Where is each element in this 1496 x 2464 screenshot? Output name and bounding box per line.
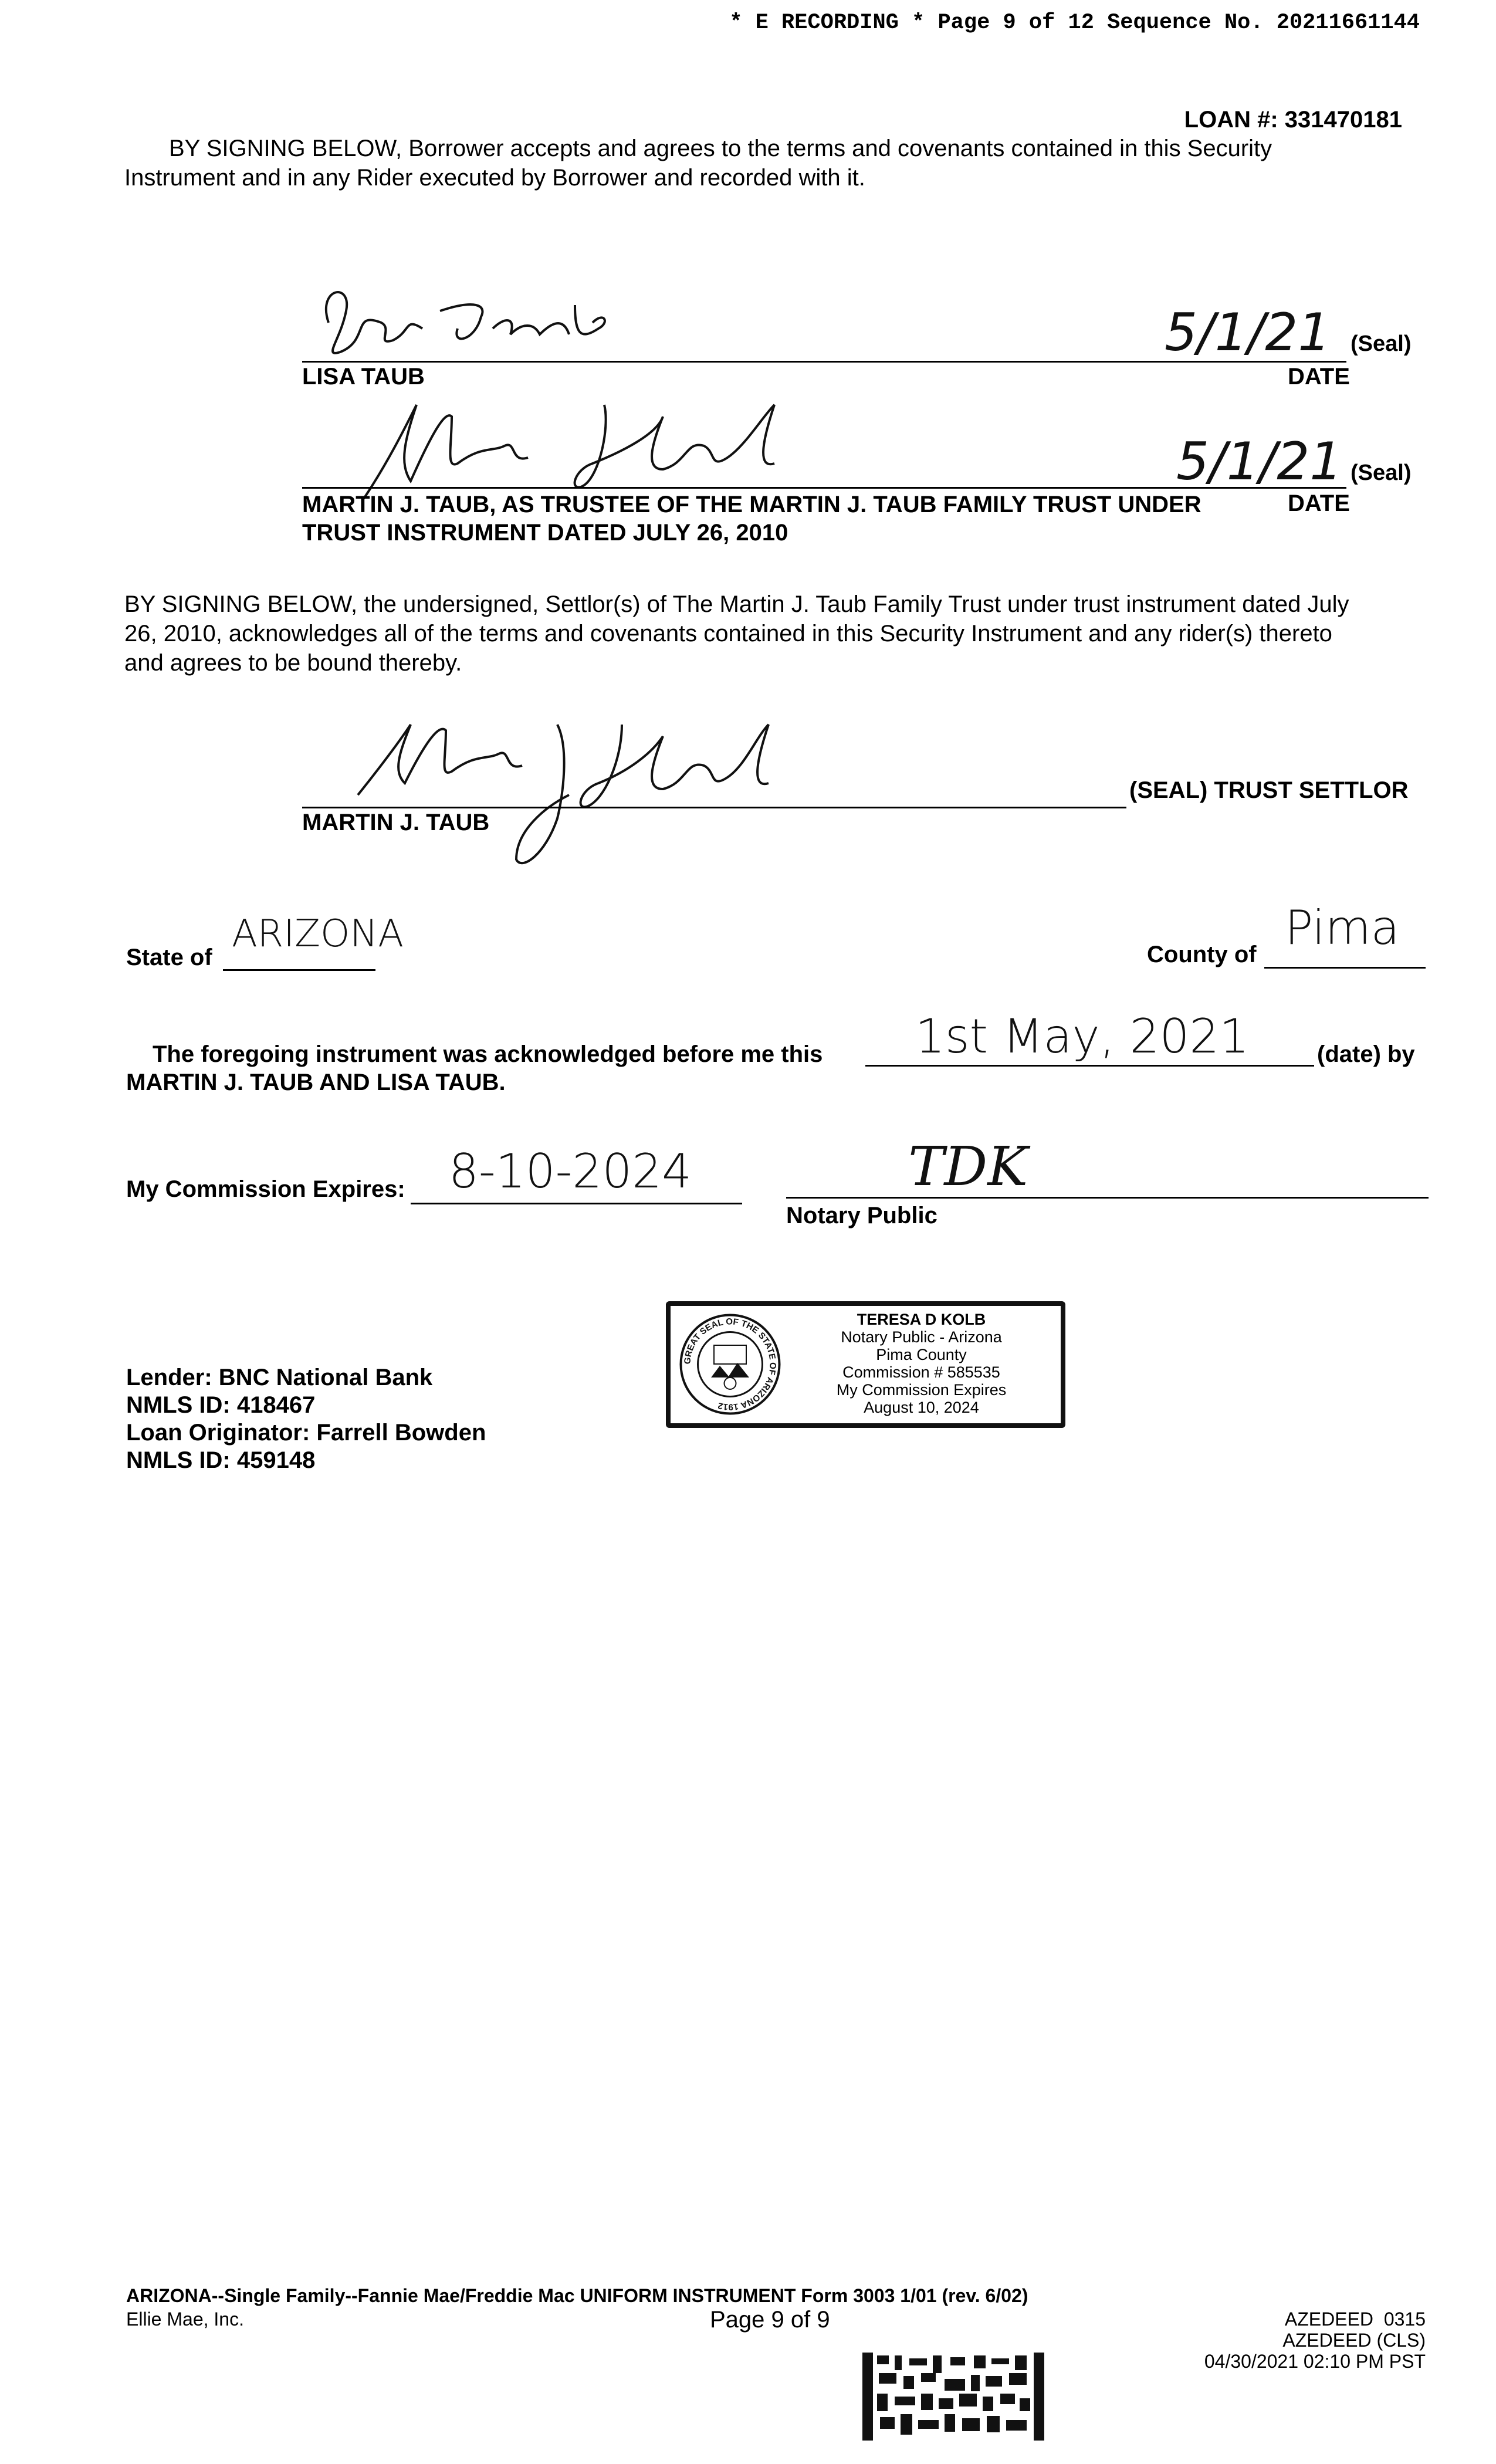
borrower1-name: LISA TAUB xyxy=(302,364,425,390)
county-label: County of xyxy=(1147,942,1257,967)
borrower2-name xyxy=(302,490,1201,547)
intro-line-2: Instrument and in any Rider executed by Borrower and recorded with it. xyxy=(124,165,865,191)
form-title: ARIZONA--Single Family--Fannie Mae/Freddie Mac UNIFORM INSTRUMENT Form 3003 1/01 (rev. 6/02) xyxy=(126,2285,1028,2306)
borrower1-date-label: DATE xyxy=(1288,364,1350,390)
notary-seal xyxy=(666,1301,1065,1428)
borrower2-seal-label: (Seal) xyxy=(1351,461,1412,485)
intro-paragraph xyxy=(124,134,1403,192)
seal-line-2: Notary Public - Arizona xyxy=(841,1328,1002,1346)
footer-code-1: AZEDEED 0315 xyxy=(1284,2309,1426,2330)
ack-date-value: 1st May, 2021 xyxy=(915,1009,1250,1064)
lender-nmls: NMLS ID: 418467 xyxy=(126,1392,316,1418)
borrower1-handwritten-signature xyxy=(305,276,634,364)
commission-label: My Commission Expires: xyxy=(126,1176,405,1202)
borrower2-date-label: DATE xyxy=(1288,490,1350,516)
vendor-name: Ellie Mae, Inc. xyxy=(126,2309,244,2330)
footer-timestamp: 04/30/2021 02:10 PM PST xyxy=(1204,2351,1426,2372)
ack-text: The foregoing instrument was acknowledged before me this xyxy=(153,1041,823,1067)
seal-line-3: Pima County xyxy=(876,1346,967,1363)
footer-codes xyxy=(1204,2309,1426,2372)
county-value: Pima xyxy=(1285,901,1400,955)
notary-public-label: Notary Public xyxy=(786,1203,937,1228)
notary-initials: TDK xyxy=(908,1135,1028,1198)
recording-header: * E RECORDING * Page 9 of 12 Sequence No. 20211661144 xyxy=(729,11,1420,35)
lender-info xyxy=(126,1364,486,1474)
state-value: ARIZONA xyxy=(232,912,404,956)
ack-suffix: (date) by xyxy=(1317,1041,1415,1067)
lender-name: Lender: BNC National Bank xyxy=(126,1365,433,1390)
ack-names: MARTIN J. TAUB AND LISA TAUB. xyxy=(126,1069,506,1095)
borrower1-handwritten-date: 5/1/21 xyxy=(1165,302,1331,363)
settlor-label: (SEAL) TRUST SETTLOR xyxy=(1129,777,1409,803)
page-number: Page 9 of 9 xyxy=(710,2307,830,2333)
notary-handwritten-initials xyxy=(862,1129,1074,1206)
settlor-name: MARTIN J. TAUB xyxy=(302,810,490,835)
borrower1-seal-label: (Seal) xyxy=(1351,331,1412,356)
commission-value: 8-10-2024 xyxy=(449,1144,692,1199)
ack-date-line xyxy=(865,1065,1314,1067)
seal-notary-name: TERESA D KOLB xyxy=(857,1311,986,1328)
settlor-line-2: 26, 2010, acknowledges all of the terms and covenants contained in this Security Instrument and any rider(s) thereto xyxy=(124,621,1332,647)
borrower2-handwritten-date: 5/1/21 xyxy=(1176,431,1343,492)
seal-line-6: August 10, 2024 xyxy=(864,1399,979,1416)
state-label: State of xyxy=(126,945,212,970)
borrower2-name-line-1: MARTIN J. TAUB, AS TRUSTEE OF THE MARTIN J. TAUB FAMILY TRUST UNDER xyxy=(302,492,1201,517)
seal-emblem-text: GREAT SEAL OF THE STATE OF ARIZONA 1912 xyxy=(682,1316,778,1412)
settlor-paragraph xyxy=(124,590,1415,678)
originator-name: Loan Originator: Farrell Bowden xyxy=(126,1420,486,1446)
seal-line-5: My Commission Expires xyxy=(836,1381,1007,1399)
seal-line-4: Commission # 585535 xyxy=(842,1363,1000,1381)
commission-line xyxy=(411,1203,742,1204)
settlor-signature-line xyxy=(302,807,1126,808)
notary-signature-line xyxy=(786,1197,1429,1199)
settlor-handwritten-signature xyxy=(346,713,792,889)
borrower1-signature-line xyxy=(302,361,1346,363)
county-line xyxy=(1264,967,1426,969)
intro-line-1: BY SIGNING BELOW, Borrower accepts and agrees to the terms and covenants contained in this Security xyxy=(169,136,1272,161)
originator-nmls: NMLS ID: 459148 xyxy=(126,1447,316,1473)
loan-number: LOAN #: 331470181 xyxy=(1184,107,1402,133)
barcode-icon xyxy=(862,2353,1044,2441)
borrower2-name-line-2: TRUST INSTRUMENT DATED JULY 26, 2010 xyxy=(302,520,788,546)
state-seal-emblem xyxy=(679,1313,781,1416)
seal-text-block xyxy=(788,1311,1055,1416)
borrower2-signature-line xyxy=(302,487,1346,489)
state-line xyxy=(223,969,375,971)
settlor-line-3: and agrees to be bound thereby. xyxy=(124,650,462,676)
footer-code-2: AZEDEED (CLS) xyxy=(1282,2330,1426,2351)
settlor-line-1: BY SIGNING BELOW, the undersigned, Settlor(s) of The Martin J. Taub Family Trust under trust instrument dated July xyxy=(124,591,1349,617)
